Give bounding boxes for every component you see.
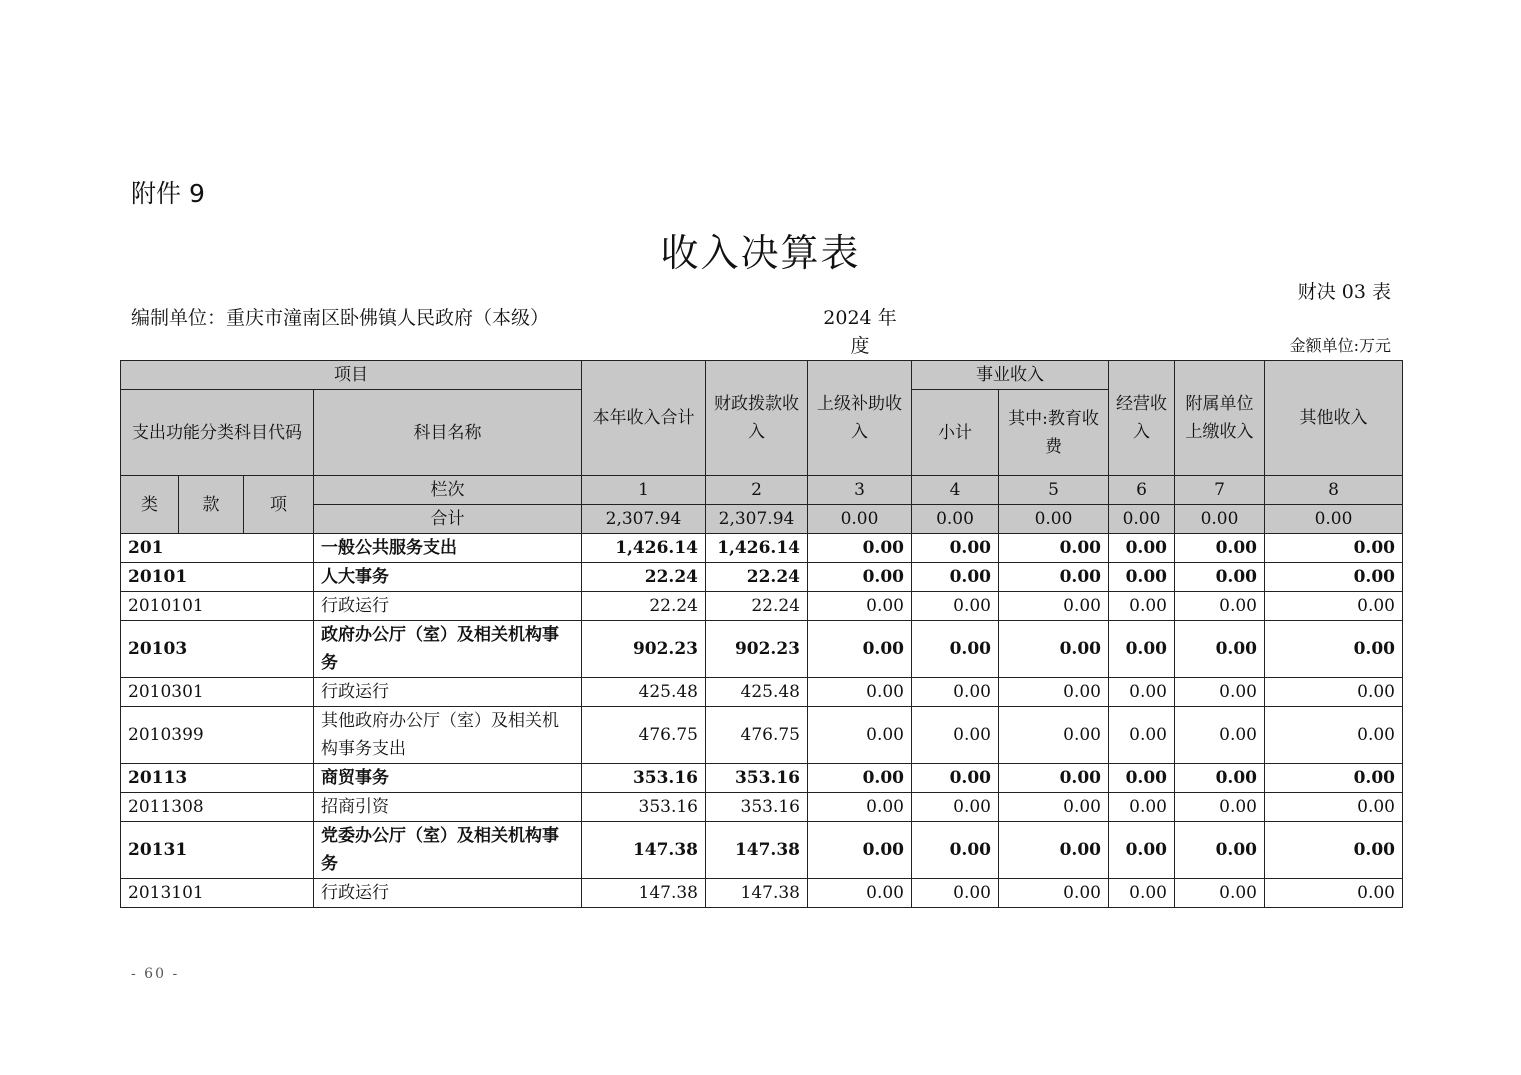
income-table — [120, 360, 1403, 908]
value-cell: 0.00 — [1265, 534, 1403, 563]
project-header: 项目 — [121, 361, 582, 390]
value-cell: 353.16 — [706, 793, 808, 822]
table-row — [121, 764, 1403, 793]
superior-subsidy-header: 上级补助收入 — [808, 361, 912, 476]
total-value: 0.00 — [1175, 505, 1265, 534]
subtotal-header: 小计 — [912, 390, 999, 476]
col-num: 7 — [1175, 476, 1265, 505]
value-cell: 0.00 — [999, 678, 1109, 707]
subject-name-cell: 人大事务 — [314, 563, 582, 592]
value-cell: 0.00 — [808, 563, 912, 592]
subject-name-cell: 招商引资 — [314, 793, 582, 822]
table-row — [121, 879, 1403, 908]
subject-name-cell: 其他政府办公厅（室）及相关机构事务支出 — [314, 707, 582, 764]
value-cell: 0.00 — [1175, 592, 1265, 621]
value-cell: 0.00 — [1109, 764, 1175, 793]
xiang-header: 项 — [244, 476, 314, 534]
table-row — [121, 793, 1403, 822]
col-num: 5 — [999, 476, 1109, 505]
func-code-cell: 2010399 — [121, 707, 314, 764]
value-cell: 0.00 — [808, 678, 912, 707]
value-cell: 22.24 — [582, 592, 706, 621]
value-cell: 22.24 — [706, 592, 808, 621]
subject-name-cell: 行政运行 — [314, 879, 582, 908]
value-cell: 0.00 — [1265, 793, 1403, 822]
education-fee-header: 其中:教育收费 — [999, 390, 1109, 476]
value-cell: 0.00 — [1175, 707, 1265, 764]
other-income-header: 其他收入 — [1265, 361, 1403, 476]
value-cell: 902.23 — [582, 621, 706, 678]
header-row-1 — [121, 361, 1403, 390]
value-cell: 353.16 — [582, 764, 706, 793]
value-cell: 0.00 — [1175, 822, 1265, 879]
value-cell: 0.00 — [1109, 879, 1175, 908]
value-cell: 0.00 — [1265, 563, 1403, 592]
value-cell: 425.48 — [582, 678, 706, 707]
value-cell: 353.16 — [706, 764, 808, 793]
value-cell: 0.00 — [808, 621, 912, 678]
subject-name-cell: 一般公共服务支出 — [314, 534, 582, 563]
col-num: 2 — [706, 476, 808, 505]
compiling-unit: 编制单位：重庆市潼南区卧佛镇人民政府（本级） — [131, 307, 550, 329]
value-cell: 0.00 — [1109, 534, 1175, 563]
func-code-cell: 201 — [121, 534, 314, 563]
total-income-header: 本年收入合计 — [582, 361, 706, 476]
operating-header: 经营收入 — [1109, 361, 1175, 476]
func-code-header: 支出功能分类科目代码 — [121, 390, 314, 476]
total-value: 0.00 — [1109, 505, 1175, 534]
subject-name-cell: 行政运行 — [314, 592, 582, 621]
total-value: 0.00 — [1265, 505, 1403, 534]
value-cell: 22.24 — [706, 563, 808, 592]
subject-name-cell: 政府办公厅（室）及相关机构事务 — [314, 621, 582, 678]
table-row — [121, 822, 1403, 879]
subject-name-cell: 行政运行 — [314, 678, 582, 707]
value-cell: 0.00 — [1109, 678, 1175, 707]
value-cell: 147.38 — [582, 879, 706, 908]
value-cell: 0.00 — [808, 879, 912, 908]
value-cell: 0.00 — [1175, 621, 1265, 678]
value-cell: 0.00 — [999, 563, 1109, 592]
value-cell: 0.00 — [912, 879, 999, 908]
attachment-label: 附件 9 — [131, 179, 205, 208]
value-cell: 0.00 — [1265, 822, 1403, 879]
value-cell: 22.24 — [582, 563, 706, 592]
report-year: 2024 年度 — [823, 307, 897, 357]
func-code-cell: 20101 — [121, 563, 314, 592]
func-code-cell: 2010301 — [121, 678, 314, 707]
value-cell: 0.00 — [808, 793, 912, 822]
value-cell: 0.00 — [1265, 707, 1403, 764]
table-row — [121, 678, 1403, 707]
value-cell: 476.75 — [582, 707, 706, 764]
value-cell: 476.75 — [706, 707, 808, 764]
table-body — [121, 534, 1403, 908]
total-value: 0.00 — [999, 505, 1109, 534]
total-label: 合计 — [314, 505, 582, 534]
value-cell: 0.00 — [1175, 534, 1265, 563]
value-cell: 0.00 — [999, 793, 1109, 822]
func-code-cell: 20113 — [121, 764, 314, 793]
subject-name-cell: 商贸事务 — [314, 764, 582, 793]
col-num: 8 — [1265, 476, 1403, 505]
column-index-row — [121, 476, 1403, 505]
value-cell: 147.38 — [706, 879, 808, 908]
value-cell: 0.00 — [808, 592, 912, 621]
total-value: 2,307.94 — [582, 505, 706, 534]
value-cell: 0.00 — [1265, 621, 1403, 678]
value-cell: 1,426.14 — [582, 534, 706, 563]
value-cell: 0.00 — [912, 621, 999, 678]
table-row — [121, 534, 1403, 563]
value-cell: 1,426.14 — [706, 534, 808, 563]
value-cell: 0.00 — [912, 793, 999, 822]
value-cell: 0.00 — [1265, 678, 1403, 707]
value-cell: 0.00 — [1109, 592, 1175, 621]
value-cell: 0.00 — [808, 707, 912, 764]
table-row — [121, 592, 1403, 621]
value-cell: 0.00 — [912, 563, 999, 592]
lei-header: 类 — [121, 476, 179, 534]
col-num: 6 — [1109, 476, 1175, 505]
value-cell: 0.00 — [1265, 879, 1403, 908]
value-cell: 0.00 — [912, 678, 999, 707]
func-code-cell: 2013101 — [121, 879, 314, 908]
value-cell: 0.00 — [999, 534, 1109, 563]
value-cell: 0.00 — [1265, 764, 1403, 793]
value-cell: 147.38 — [706, 822, 808, 879]
value-cell: 0.00 — [808, 764, 912, 793]
value-cell: 0.00 — [912, 592, 999, 621]
value-cell: 0.00 — [999, 822, 1109, 879]
value-cell: 147.38 — [582, 822, 706, 879]
col-num: 1 — [582, 476, 706, 505]
col-num: 4 — [912, 476, 999, 505]
table-row — [121, 563, 1403, 592]
value-cell: 0.00 — [1175, 764, 1265, 793]
page-number: - 60 - — [131, 966, 180, 982]
total-value: 2,307.94 — [706, 505, 808, 534]
value-cell: 0.00 — [1109, 793, 1175, 822]
col-num: 3 — [808, 476, 912, 505]
value-cell: 0.00 — [912, 764, 999, 793]
kuan-header: 款 — [179, 476, 244, 534]
value-cell: 0.00 — [1175, 793, 1265, 822]
total-row — [121, 505, 1403, 534]
value-cell: 0.00 — [1175, 879, 1265, 908]
func-code-cell: 2010101 — [121, 592, 314, 621]
func-code-cell: 2011308 — [121, 793, 314, 822]
value-cell: 0.00 — [912, 534, 999, 563]
value-cell: 0.00 — [808, 822, 912, 879]
value-cell: 0.00 — [1175, 678, 1265, 707]
value-cell: 0.00 — [1109, 822, 1175, 879]
value-cell: 0.00 — [1109, 563, 1175, 592]
value-cell: 0.00 — [808, 534, 912, 563]
value-cell: 902.23 — [706, 621, 808, 678]
table-row — [121, 621, 1403, 678]
value-cell: 0.00 — [1175, 563, 1265, 592]
page-title: 收入决算表 — [660, 231, 861, 275]
total-value: 0.00 — [808, 505, 912, 534]
subject-name-header: 科目名称 — [314, 390, 582, 476]
value-cell: 0.00 — [1265, 592, 1403, 621]
column-index-label: 栏次 — [314, 476, 582, 505]
form-number: 财决 03 表 — [1297, 281, 1391, 303]
value-cell: 0.00 — [999, 707, 1109, 764]
money-unit: 金额单位:万元 — [1289, 336, 1391, 355]
func-code-cell: 20131 — [121, 822, 314, 879]
subject-name-cell: 党委办公厅（室）及相关机构事务 — [314, 822, 582, 879]
value-cell: 0.00 — [912, 822, 999, 879]
value-cell: 425.48 — [706, 678, 808, 707]
value-cell: 0.00 — [999, 592, 1109, 621]
table-row — [121, 707, 1403, 764]
value-cell: 0.00 — [999, 621, 1109, 678]
value-cell: 353.16 — [582, 793, 706, 822]
value-cell: 0.00 — [912, 707, 999, 764]
affiliated-header: 附属单位上缴收入 — [1175, 361, 1265, 476]
value-cell: 0.00 — [999, 764, 1109, 793]
fiscal-header: 财政拨款收入 — [706, 361, 808, 476]
func-code-cell: 20103 — [121, 621, 314, 678]
value-cell: 0.00 — [1109, 707, 1175, 764]
value-cell: 0.00 — [1109, 621, 1175, 678]
business-income-header: 事业收入 — [912, 361, 1109, 390]
value-cell: 0.00 — [999, 879, 1109, 908]
total-value: 0.00 — [912, 505, 999, 534]
